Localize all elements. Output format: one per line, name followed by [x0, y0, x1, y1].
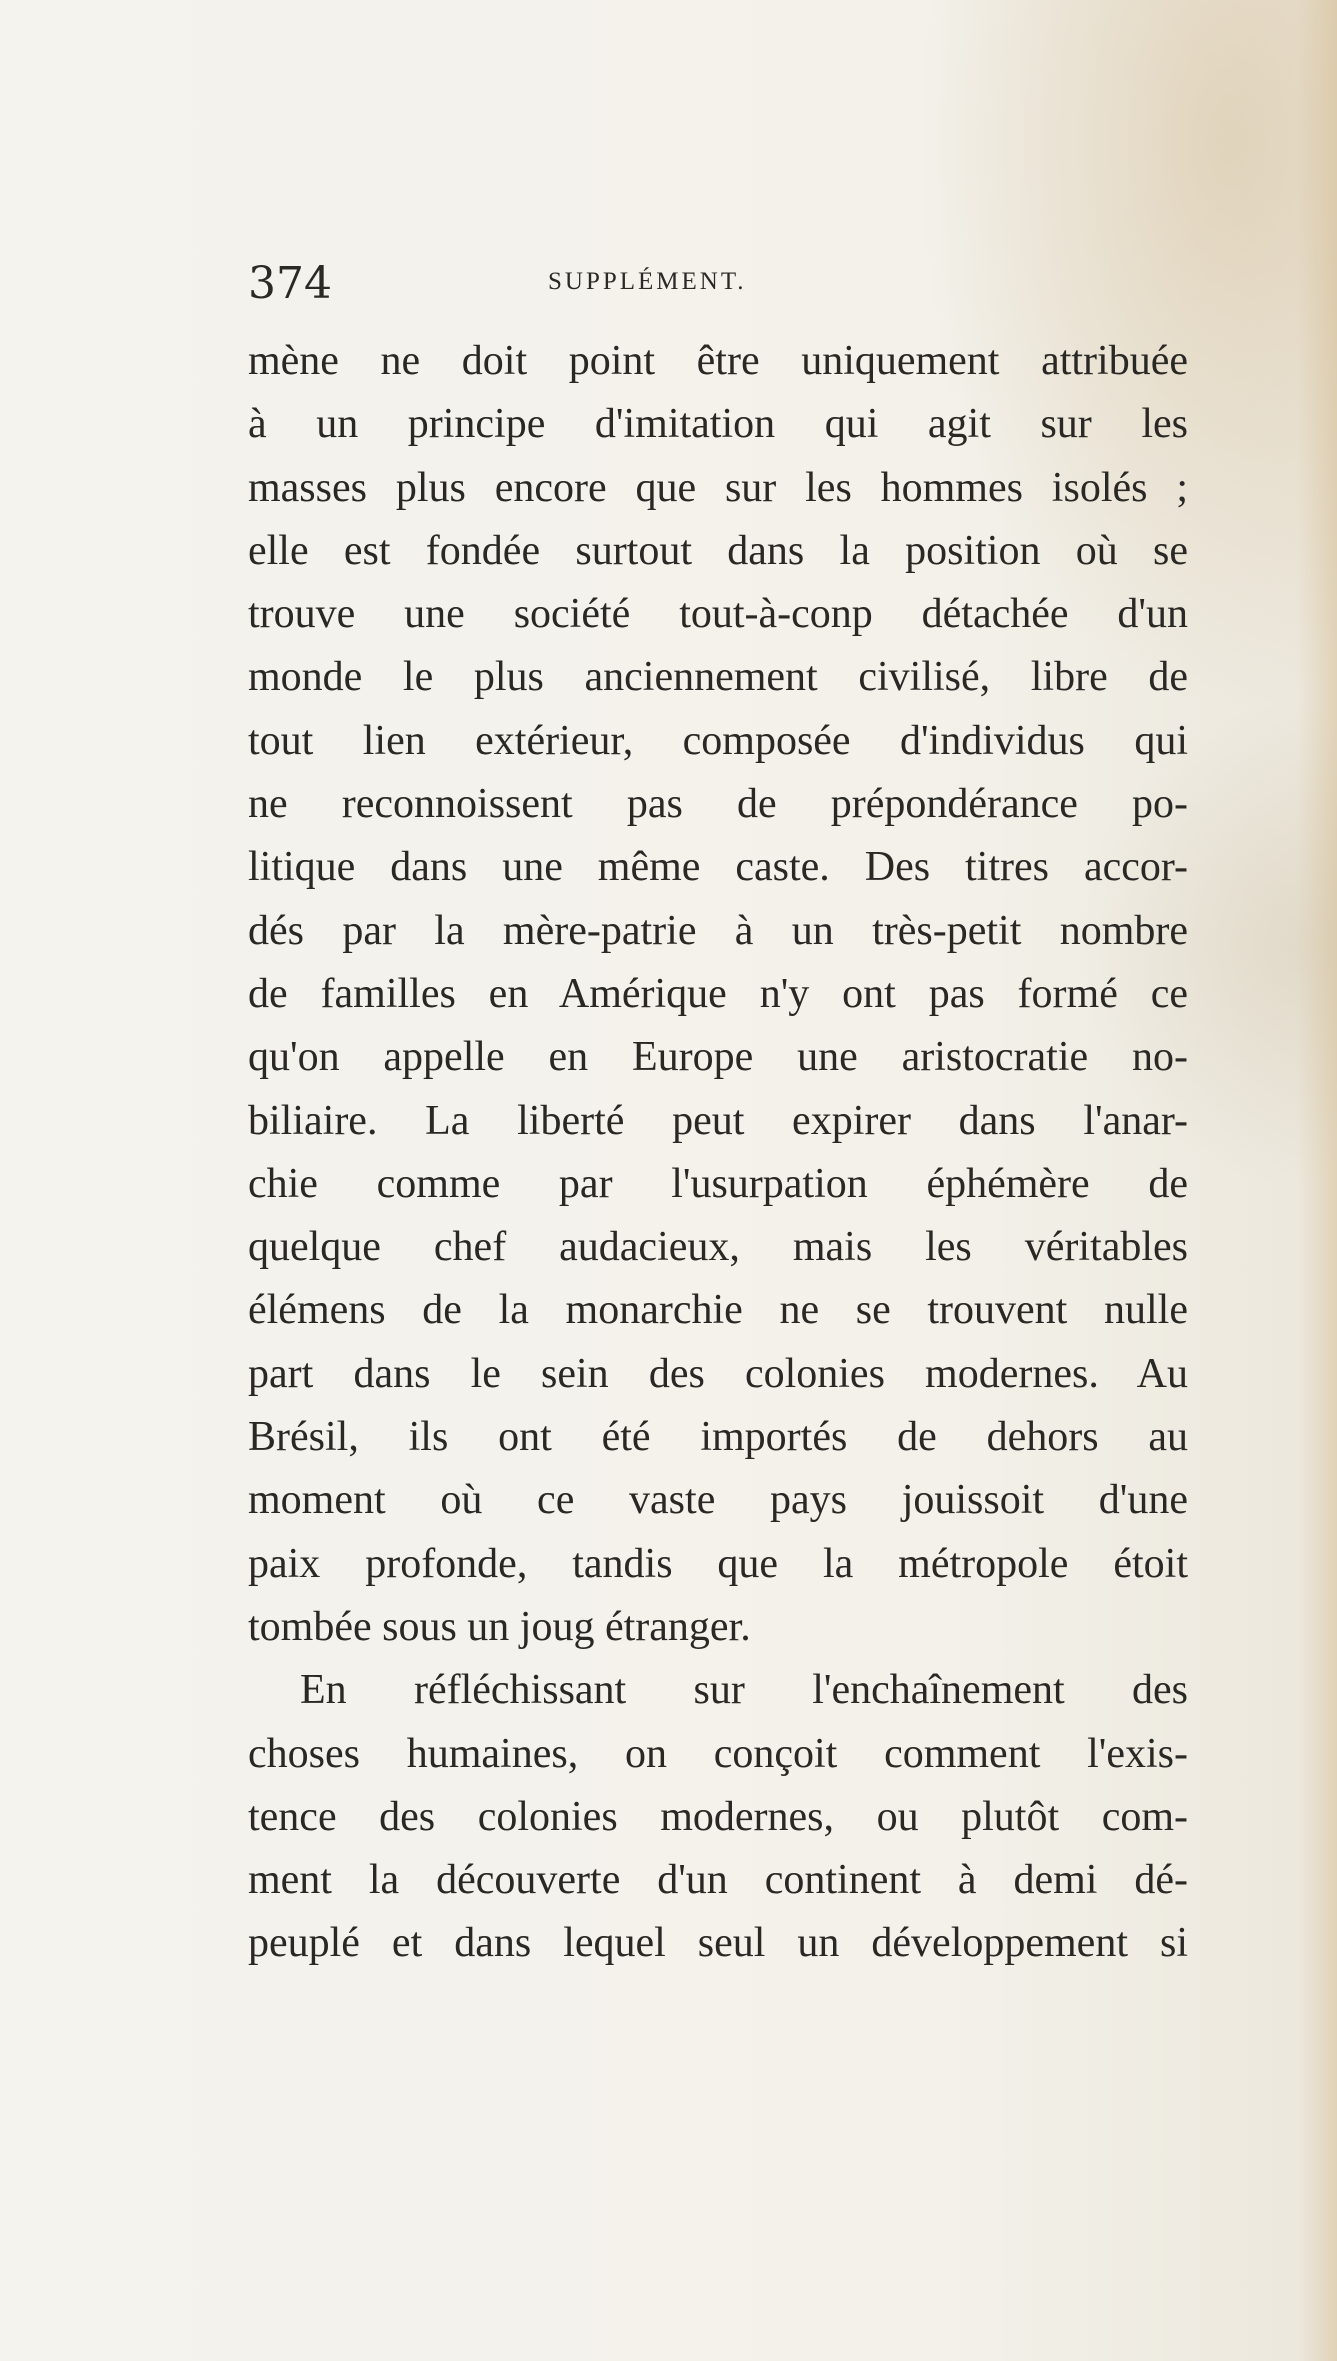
text-line-paragraph-start: En réfléchissant sur l'enchaînement des [300, 1667, 1188, 1714]
text-line: masses plus encore que sur les hommes isolés ; [248, 464, 1188, 511]
page-number: 374 [248, 258, 332, 309]
text-line: élémens de la monarchie ne se trouvent nulle [248, 1287, 1188, 1334]
text-line: chie comme par l'usurpation éphémère de [248, 1160, 1188, 1207]
text-line: monde le plus anciennement civilisé, libre de [248, 654, 1188, 701]
text-line: qu'on appelle en Europe une aristocratie no- [248, 1034, 1188, 1081]
text-line: elle est fondée surtout dans la position où se [248, 527, 1188, 574]
page-edge-stain [1297, 0, 1337, 2361]
text-line: choses humaines, on conçoit comment l'exis- [248, 1730, 1188, 1777]
text-line: Brésil, ils ont été importés de dehors au [248, 1414, 1188, 1461]
text-line: à un principe d'imitation qui agit sur les [248, 401, 1188, 448]
text-line: ment la découverte d'un continent à demi dé- [248, 1857, 1188, 1904]
text-line-paragraph-end: tombée sous un joug étranger. [248, 1603, 751, 1650]
text-line: quelque chef audacieux, mais les véritables [248, 1224, 1188, 1271]
text-line: litique dans une même caste. Des titres accor- [248, 844, 1188, 891]
text-line: peuplé et dans lequel seul un développement si [248, 1920, 1188, 1967]
text-line: tence des colonies modernes, ou plutôt com- [248, 1793, 1188, 1840]
text-line: dés par la mère-patrie à un très-petit nombre [248, 907, 1188, 954]
text-line: biliaire. La liberté peut expirer dans l'anar- [248, 1097, 1188, 1144]
text-line: moment où ce vaste pays jouissoit d'une [248, 1477, 1188, 1524]
text-line: mène ne doit point être uniquement attribuée [248, 338, 1188, 384]
body-text [248, 330, 1188, 1976]
text-line: tout lien extérieur, composée d'individus qui [248, 717, 1188, 764]
text-line: de familles en Amérique n'y ont pas formé ce [248, 970, 1188, 1017]
running-head [248, 258, 1208, 318]
text-line: trouve une société tout-à-conp détachée d'un [248, 591, 1188, 638]
running-title: SUPPLÉMENT. [548, 268, 747, 295]
text-line: ne reconnoissent pas de prépondérance po- [248, 781, 1188, 828]
text-line: paix profonde, tandis que la métropole étoit [248, 1540, 1188, 1587]
text-line: part dans le sein des colonies modernes. Au [248, 1350, 1188, 1397]
